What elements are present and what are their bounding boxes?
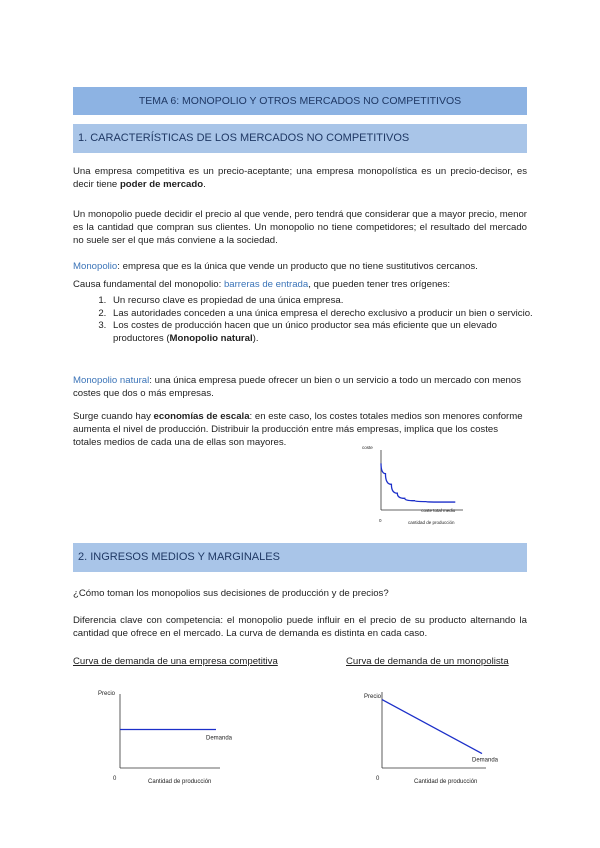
series-line [381,463,455,502]
p1-text: Una empresa competitiva es un precio-aceptante; una empresa monopolística es un precio-decisor, es decir tiene [73,166,527,190]
section-2-banner [73,543,527,572]
p1-bold: poder de mercado [119,179,204,190]
paragraph-barriers [73,278,527,291]
y-axis-label: coste [362,445,373,450]
x-axis-label: Cantidad de producción [148,779,212,785]
document-title: TEMA 6: MONOPOLIO Y OTROS MERCADOS NO COMPETITIVOS [138,95,462,107]
barriers-list [73,295,549,345]
x-axis-label: cantidad de producción [408,520,455,525]
paragraph-monopoly-price: Un monopolio puede decidir el precio al que vende, pero tendrá que considerar que a mayor precio, menor es la cantidad que compran sus clientes. Un monopolio no tiene competidores; el resultado del mercado no suele ser el que más conviene a la sociedad. [73,209,527,246]
average-cost-chart [362,442,507,528]
series-label: Demanda [205,735,232,742]
def2-text: : una única empresa puede ofrecer un bien o un servicio a todo un mercado con menos costes que dos o más empresas. [73,375,522,399]
monopoly-demand-chart [358,686,518,788]
competitive-demand-chart [92,686,252,788]
origin-label: 0 [379,518,382,523]
p1-end: . [203,179,206,190]
series-label: Demanda [471,757,498,764]
paragraph-key-difference: Diferencia clave con competencia: el monopolio puede influir en el precio de su producto alternando la cantidad que ofrece en el mercado. La curva de demanda es distinta en cada caso. [73,615,527,639]
series-line [382,700,482,754]
paragraph-price-taker [73,165,527,191]
y-axis-label: Precio [98,691,116,697]
def1-text: : empresa que es la única que vende un producto que no tiene sustitutivos cercanos. [117,261,478,272]
p3-text: Surge cuando hay [73,411,154,422]
definition-monopolio-natural [73,374,527,400]
caption-competitive-demand: Curva de demanda de una empresa competitiva [73,656,278,667]
cause-end: , que pueden tener tres orígenes: [308,279,451,290]
term-monopolio: Monopolio [73,261,118,272]
list3-text: Los costes de producción hacen que un único productor sea más eficiente que un elevado productores ( [113,320,498,344]
p3-bold: economías de escala [153,411,250,422]
section-1-banner [73,124,527,153]
list3-bold: Monopolio natural [169,332,253,344]
y-axis-label: Precio [364,694,382,700]
term-barreras: barreras de entrada [223,279,309,290]
caption-monopoly-demand: Curva de demanda de un monopolista [346,656,509,667]
origin-label: 0 [113,776,117,782]
series-label: coste total medio [421,508,456,514]
definition-monopolio [73,260,527,273]
p3-end: : en este caso, los costes totales medios son menores conforme aumenta el nivel de producción. Distribuir la producción entre más empresas, implica que los costes totales medios de cada una de ellas son mayores. [73,411,523,448]
question-paragraph: ¿Cómo toman los monopolios sus decisiones de producción y de precios? [73,588,389,599]
document-title-banner [73,87,527,115]
list3-end: ). [252,332,259,344]
cause-text: Causa fundamental del monopolio: [73,279,224,290]
term-monopolio-natural: Monopolio natural [73,375,150,386]
list-item [109,320,549,345]
section-1-heading: 1. CARACTERÍSTICAS DE LOS MERCADOS NO COMPETITIVOS [78,132,410,144]
list-item: 2. Las autoridades conceden a una única empresa el derecho exclusivo a producir un bien o servicio. [109,308,549,321]
origin-label: 0 [376,776,380,782]
section-2-heading: 2. INGRESOS MEDIOS Y MARGINALES [78,551,280,563]
list-item: 1. Un recurso clave es propiedad de una única empresa. [109,295,549,308]
x-axis-label: Cantidad de producción [414,779,478,785]
